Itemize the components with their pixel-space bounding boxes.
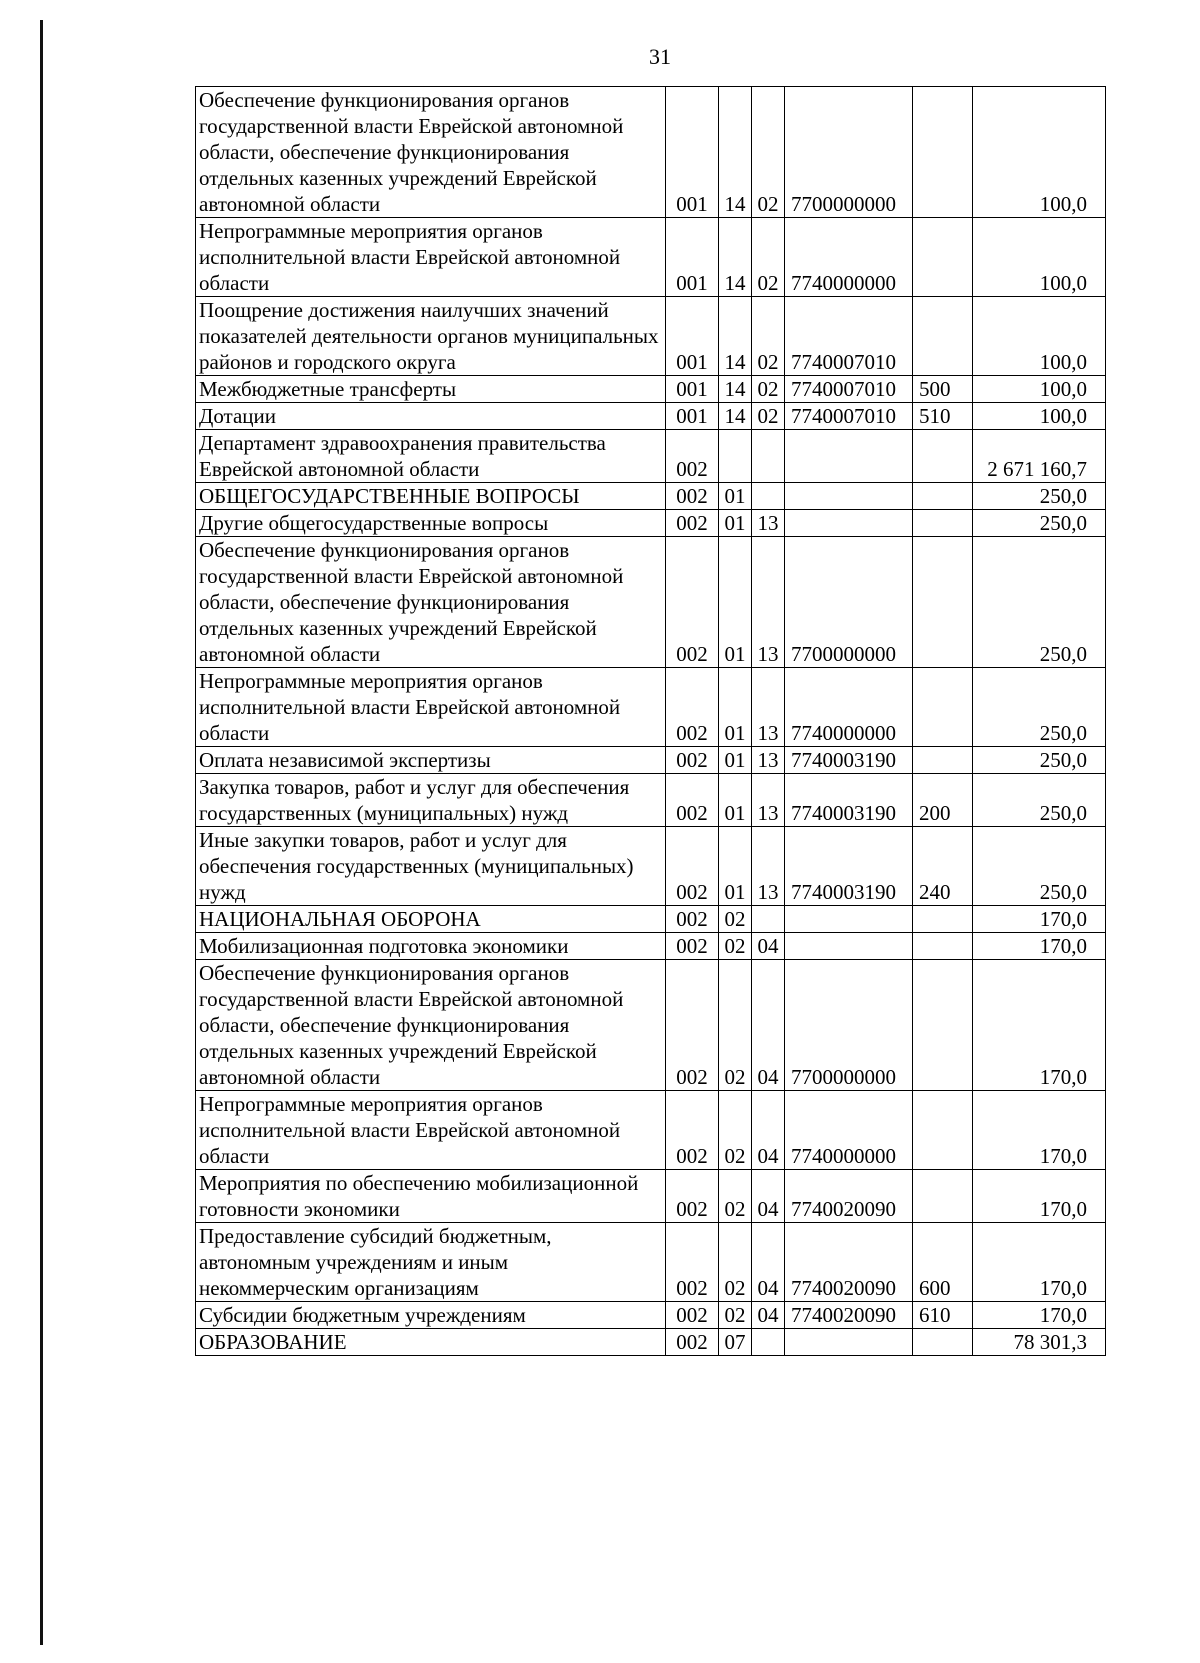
table-row <box>196 933 1106 960</box>
budget-table <box>195 86 1106 1356</box>
table-row <box>196 218 1106 297</box>
row-ved: 002 <box>666 960 719 1091</box>
row-pr <box>752 430 785 483</box>
row-amount: 170,0 <box>973 1223 1106 1302</box>
row-vr <box>913 933 973 960</box>
row-amount: 100,0 <box>973 218 1106 297</box>
row-vr: 200 <box>913 774 973 827</box>
table-row <box>196 403 1106 430</box>
row-amount: 170,0 <box>973 1091 1106 1170</box>
row-pr: 04 <box>752 1302 785 1329</box>
row-ved: 002 <box>666 510 719 537</box>
row-pr: 02 <box>752 297 785 376</box>
row-ved: 002 <box>666 827 719 906</box>
row-name: Другие общегосударственные вопросы <box>196 510 666 537</box>
table-row <box>196 430 1106 483</box>
table-row <box>196 747 1106 774</box>
table-row <box>196 1223 1106 1302</box>
row-vr <box>913 906 973 933</box>
row-ved: 001 <box>666 403 719 430</box>
row-ved: 002 <box>666 933 719 960</box>
row-name: Иные закупки товаров, работ и услуг для обеспечения государственных (муниципальных) нужд <box>196 827 666 906</box>
row-amount: 250,0 <box>973 747 1106 774</box>
row-vr <box>913 537 973 668</box>
table-row <box>196 87 1106 218</box>
row-rz: 02 <box>719 1302 752 1329</box>
page-number: 31 <box>649 44 671 69</box>
row-pr <box>752 906 785 933</box>
row-amount: 170,0 <box>973 1302 1106 1329</box>
table-row <box>196 960 1106 1091</box>
row-name: Закупка товаров, работ и услуг для обеспечения государственных (муниципальных) нужд <box>196 774 666 827</box>
table-row <box>196 376 1106 403</box>
row-amount: 100,0 <box>973 376 1106 403</box>
row-ved: 002 <box>666 1170 719 1223</box>
row-vr: 510 <box>913 403 973 430</box>
table-row <box>196 297 1106 376</box>
row-rz: 01 <box>719 747 752 774</box>
row-amount: 100,0 <box>973 87 1106 218</box>
table-row <box>196 1170 1106 1223</box>
row-rz: 01 <box>719 510 752 537</box>
row-name: Предоставление субсидий бюджетным, автономным учреждениям и иным некоммерческим организациям <box>196 1223 666 1302</box>
row-vr <box>913 297 973 376</box>
table-row <box>196 1302 1106 1329</box>
table-row <box>196 483 1106 510</box>
row-ved: 002 <box>666 537 719 668</box>
row-pr: 02 <box>752 376 785 403</box>
row-vr <box>913 1329 973 1356</box>
row-pr: 04 <box>752 933 785 960</box>
row-name: Мобилизационная подготовка экономики <box>196 933 666 960</box>
row-rz: 01 <box>719 483 752 510</box>
row-name: НАЦИОНАЛЬНАЯ ОБОРОНА <box>196 906 666 933</box>
row-name: Обеспечение функционирования органов государственной власти Еврейской автономной области, обеспечение функционирования отдельных казенных учреждений Еврейской автономной области <box>196 537 666 668</box>
row-rz: 01 <box>719 537 752 668</box>
row-pr: 02 <box>752 403 785 430</box>
row-ved: 002 <box>666 1091 719 1170</box>
row-pr: 13 <box>752 827 785 906</box>
row-ved: 001 <box>666 218 719 297</box>
table-row <box>196 774 1106 827</box>
row-vr <box>913 430 973 483</box>
row-vr: 600 <box>913 1223 973 1302</box>
row-ved: 002 <box>666 747 719 774</box>
row-csr: 7740003190 <box>785 827 913 906</box>
row-amount: 100,0 <box>973 403 1106 430</box>
row-pr: 13 <box>752 747 785 774</box>
row-rz: 02 <box>719 1170 752 1223</box>
row-csr: 7740000000 <box>785 218 913 297</box>
row-name: Непрограммные мероприятия органов исполнительной власти Еврейской автономной области <box>196 218 666 297</box>
row-vr: 500 <box>913 376 973 403</box>
row-pr: 04 <box>752 1091 785 1170</box>
row-name: ОБЩЕГОСУДАРСТВЕННЫЕ ВОПРОСЫ <box>196 483 666 510</box>
row-vr <box>913 1091 973 1170</box>
row-pr <box>752 483 785 510</box>
row-vr: 610 <box>913 1302 973 1329</box>
row-csr: 7740000000 <box>785 1091 913 1170</box>
row-vr <box>913 1170 973 1223</box>
table-row <box>196 906 1106 933</box>
row-csr: 7740020090 <box>785 1302 913 1329</box>
row-rz: 01 <box>719 774 752 827</box>
row-csr: 7740007010 <box>785 376 913 403</box>
row-pr: 02 <box>752 87 785 218</box>
row-rz: 14 <box>719 87 752 218</box>
row-pr: 02 <box>752 218 785 297</box>
row-rz: 14 <box>719 297 752 376</box>
row-pr: 04 <box>752 960 785 1091</box>
row-ved: 001 <box>666 87 719 218</box>
row-amount: 78 301,3 <box>973 1329 1106 1356</box>
row-amount: 250,0 <box>973 510 1106 537</box>
row-vr <box>913 960 973 1091</box>
row-name: Обеспечение функционирования органов государственной власти Еврейской автономной области, обеспечение функционирования отдельных казенных учреждений Еврейской автономной области <box>196 960 666 1091</box>
row-pr <box>752 1329 785 1356</box>
row-ved: 001 <box>666 376 719 403</box>
row-amount: 170,0 <box>973 1170 1106 1223</box>
row-vr <box>913 218 973 297</box>
row-ved: 002 <box>666 1329 719 1356</box>
row-csr <box>785 933 913 960</box>
row-csr <box>785 510 913 537</box>
row-ved: 002 <box>666 668 719 747</box>
row-rz: 07 <box>719 1329 752 1356</box>
row-csr: 7700000000 <box>785 537 913 668</box>
row-csr: 7700000000 <box>785 87 913 218</box>
row-vr <box>913 483 973 510</box>
row-amount: 250,0 <box>973 827 1106 906</box>
row-csr: 7740007010 <box>785 297 913 376</box>
row-name: ОБРАЗОВАНИЕ <box>196 1329 666 1356</box>
row-amount: 250,0 <box>973 668 1106 747</box>
row-csr: 7740000000 <box>785 668 913 747</box>
row-rz: 02 <box>719 1091 752 1170</box>
row-rz: 14 <box>719 376 752 403</box>
row-name: Непрограммные мероприятия органов исполнительной власти Еврейской автономной области <box>196 668 666 747</box>
row-rz: 14 <box>719 218 752 297</box>
row-ved: 002 <box>666 906 719 933</box>
row-ved: 002 <box>666 774 719 827</box>
row-pr: 13 <box>752 774 785 827</box>
table-row <box>196 537 1106 668</box>
row-csr: 7740003190 <box>785 774 913 827</box>
table-row <box>196 827 1106 906</box>
row-rz: 02 <box>719 906 752 933</box>
row-name: Мероприятия по обеспечению мобилизационной готовности экономики <box>196 1170 666 1223</box>
row-csr: 7740020090 <box>785 1223 913 1302</box>
row-vr <box>913 747 973 774</box>
row-rz: 02 <box>719 1223 752 1302</box>
table-row <box>196 1091 1106 1170</box>
row-name: Оплата независимой экспертизы <box>196 747 666 774</box>
table-row <box>196 510 1106 537</box>
row-amount: 100,0 <box>973 297 1106 376</box>
row-name: Поощрение достижения наилучших значений показателей деятельности органов муниципальных районов и городского округа <box>196 297 666 376</box>
row-ved: 002 <box>666 1223 719 1302</box>
row-pr: 13 <box>752 510 785 537</box>
row-csr <box>785 1329 913 1356</box>
row-vr <box>913 510 973 537</box>
row-pr: 04 <box>752 1170 785 1223</box>
row-pr: 04 <box>752 1223 785 1302</box>
row-rz <box>719 430 752 483</box>
row-amount: 170,0 <box>973 933 1106 960</box>
row-amount: 250,0 <box>973 483 1106 510</box>
row-pr: 13 <box>752 668 785 747</box>
row-amount: 2 671 160,7 <box>973 430 1106 483</box>
row-vr <box>913 87 973 218</box>
table-row <box>196 668 1106 747</box>
row-amount: 250,0 <box>973 537 1106 668</box>
row-ved: 001 <box>666 297 719 376</box>
row-amount: 170,0 <box>973 960 1106 1091</box>
row-name: Субсидии бюджетным учреждениям <box>196 1302 666 1329</box>
row-vr <box>913 668 973 747</box>
row-name: Дотации <box>196 403 666 430</box>
row-csr: 7740020090 <box>785 1170 913 1223</box>
row-csr <box>785 430 913 483</box>
row-rz: 01 <box>719 827 752 906</box>
row-name: Обеспечение функционирования органов государственной власти Еврейской автономной области, обеспечение функционирования отдельных казенных учреждений Еврейской автономной области <box>196 87 666 218</box>
row-csr <box>785 483 913 510</box>
row-rz: 02 <box>719 933 752 960</box>
row-ved: 002 <box>666 483 719 510</box>
row-amount: 170,0 <box>973 906 1106 933</box>
binding-line <box>40 20 43 1645</box>
row-rz: 01 <box>719 668 752 747</box>
row-ved: 002 <box>666 430 719 483</box>
row-rz: 14 <box>719 403 752 430</box>
row-pr: 13 <box>752 537 785 668</box>
row-name: Непрограммные мероприятия органов исполнительной власти Еврейской автономной области <box>196 1091 666 1170</box>
row-csr <box>785 906 913 933</box>
row-csr: 7700000000 <box>785 960 913 1091</box>
row-name: Департамент здравоохранения правительства Еврейской автономной области <box>196 430 666 483</box>
row-amount: 250,0 <box>973 774 1106 827</box>
table-row <box>196 1329 1106 1356</box>
row-rz: 02 <box>719 960 752 1091</box>
row-csr: 7740003190 <box>785 747 913 774</box>
row-ved: 002 <box>666 1302 719 1329</box>
row-vr: 240 <box>913 827 973 906</box>
row-name: Межбюджетные трансферты <box>196 376 666 403</box>
row-csr: 7740007010 <box>785 403 913 430</box>
